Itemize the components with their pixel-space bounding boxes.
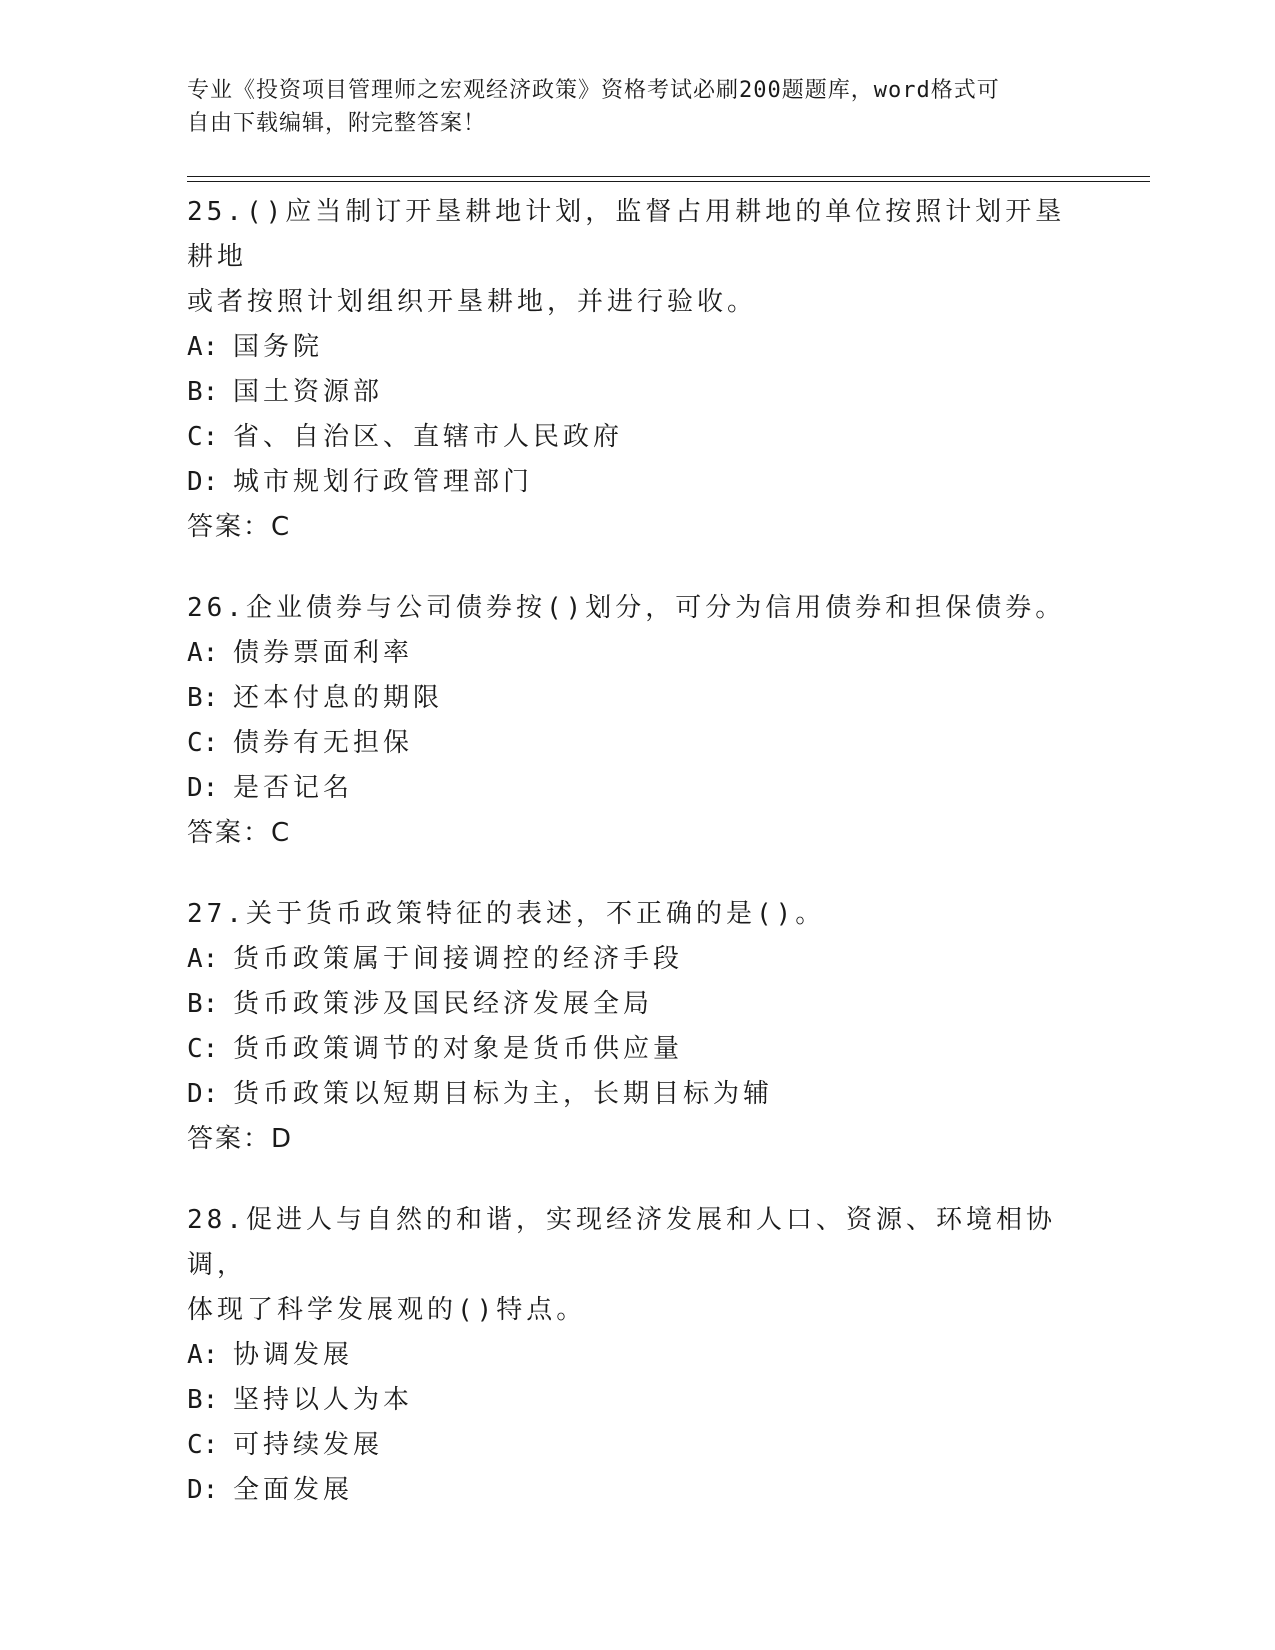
option-a <box>187 937 1087 982</box>
option-text: 国务院 <box>233 332 324 362</box>
header-divider-top <box>187 176 1150 177</box>
option-a <box>187 1333 1087 1378</box>
answer-line: 答案：C <box>187 512 292 542</box>
option-text: 国土资源部 <box>233 377 384 407</box>
option-d <box>187 460 1087 505</box>
header-line-2: 自由下载编辑，附完整答案！ <box>187 111 487 136</box>
option-b <box>187 370 1087 415</box>
answer-line: 答案：D <box>187 1124 294 1154</box>
option-text: 还本付息的期限 <box>233 683 444 713</box>
option-key: C: <box>187 1430 219 1460</box>
answer-line: 答案：C <box>187 818 292 848</box>
option-key: D: <box>187 1475 219 1505</box>
option-key: A: <box>187 1340 219 1370</box>
option-key: B: <box>187 683 219 713</box>
option-b <box>187 676 1087 721</box>
option-key: A: <box>187 332 219 362</box>
option-key: C: <box>187 1034 219 1064</box>
question-stem: 26.企业债券与公司债券按()划分，可分为信用债券和担保债券。 <box>187 593 1066 623</box>
option-text: 省、自治区、直辖市人民政府 <box>233 422 624 452</box>
option-key: D: <box>187 1079 219 1109</box>
option-c <box>187 721 1087 766</box>
option-text: 货币政策涉及国民经济发展全局 <box>233 989 654 1019</box>
question-block <box>187 1198 1087 1513</box>
question-stem: 27.关于货币政策特征的表述，不正确的是()。 <box>187 899 826 929</box>
question-block <box>187 190 1087 550</box>
option-text: 货币政策属于间接调控的经济手段 <box>233 944 684 974</box>
header-line-1: 专业《投资项目管理师之宏观经济政策》资格考试必刷200题题库，word格式可 <box>187 78 1000 103</box>
option-text: 货币政策调节的对象是货币供应量 <box>233 1034 684 1064</box>
option-text: 货币政策以短期目标为主，长期目标为辅 <box>233 1079 774 1109</box>
question-stem: 25.()应当制订开垦耕地计划，监督占用耕地的单位按照计划开垦耕地 <box>187 197 1066 272</box>
option-b <box>187 982 1087 1027</box>
option-key: D: <box>187 467 219 497</box>
question-list <box>187 190 1087 1549</box>
option-c <box>187 1027 1087 1072</box>
option-d <box>187 1468 1087 1513</box>
option-c <box>187 1423 1087 1468</box>
option-a <box>187 631 1087 676</box>
option-text: 是否记名 <box>233 773 354 803</box>
option-key: D: <box>187 773 219 803</box>
option-d <box>187 1072 1087 1117</box>
option-key: C: <box>187 422 219 452</box>
header-divider-bottom <box>187 181 1150 182</box>
option-a <box>187 325 1087 370</box>
question-stem: 体现了科学发展观的()特点。 <box>187 1295 587 1325</box>
option-key: C: <box>187 728 219 758</box>
option-key: B: <box>187 1385 219 1415</box>
option-key: A: <box>187 638 219 668</box>
option-text: 可持续发展 <box>233 1430 384 1460</box>
question-block <box>187 586 1087 856</box>
option-c <box>187 415 1087 460</box>
option-text: 债券票面利率 <box>233 638 414 668</box>
option-d <box>187 766 1087 811</box>
question-stem: 28.促进人与自然的和谐，实现经济发展和人口、资源、环境相协调， <box>187 1205 1056 1280</box>
option-key: B: <box>187 989 219 1019</box>
option-b <box>187 1378 1087 1423</box>
option-text: 全面发展 <box>233 1475 354 1505</box>
option-text: 城市规划行政管理部门 <box>233 467 534 497</box>
option-text: 协调发展 <box>233 1340 354 1370</box>
question-block <box>187 892 1087 1162</box>
question-stem: 或者按照计划组织开垦耕地，并进行验收。 <box>187 287 758 317</box>
document-header <box>187 74 1087 140</box>
option-key: A: <box>187 944 219 974</box>
option-text: 债券有无担保 <box>233 728 414 758</box>
option-key: B: <box>187 377 219 407</box>
option-text: 坚持以人为本 <box>233 1385 414 1415</box>
